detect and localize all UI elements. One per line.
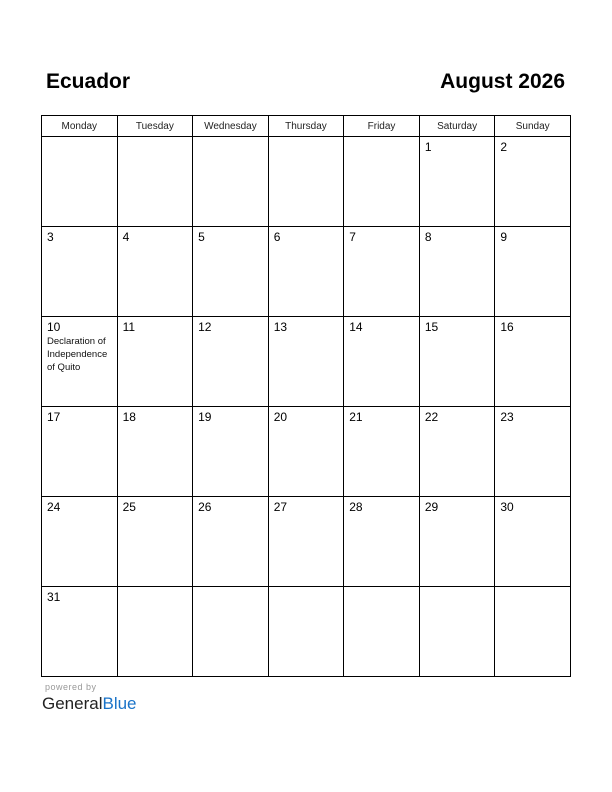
day-cell (193, 317, 269, 407)
day-cell (268, 587, 344, 677)
day-cell (193, 497, 269, 587)
day-cell (419, 587, 495, 677)
day-number: 12 (198, 320, 212, 334)
day-number (269, 137, 344, 141)
day-number (269, 587, 344, 591)
day-number: 18 (122, 410, 136, 424)
day-number (42, 137, 117, 141)
day-cell (193, 407, 269, 497)
powered-by-label: powered by (45, 682, 97, 692)
day-number: 8 (424, 230, 432, 244)
day-number (495, 587, 570, 591)
weekday-saturday: Saturday (419, 116, 495, 137)
weekday-wednesday: Wednesday (193, 116, 269, 137)
day-number: 4 (122, 230, 130, 244)
day-number: 27 (273, 500, 288, 514)
day-cell (42, 497, 118, 587)
day-cell (268, 497, 344, 587)
day-cell (344, 317, 420, 407)
day-cell (117, 227, 193, 317)
day-number: 19 (198, 410, 212, 424)
day-cell (42, 227, 118, 317)
day-cell (495, 137, 571, 227)
day-cell (117, 497, 193, 587)
day-cell (344, 137, 420, 227)
day-number (344, 137, 419, 141)
day-number: 7 (349, 230, 356, 244)
day-number: 5 (198, 230, 205, 244)
day-number (420, 587, 495, 591)
day-cell (344, 407, 420, 497)
week-row (42, 497, 571, 587)
day-cell (117, 407, 193, 497)
day-number: 14 (349, 320, 363, 334)
day-number: 2 (500, 140, 508, 154)
weekday-sunday: Sunday (495, 116, 571, 137)
day-cell (268, 137, 344, 227)
brand-general: General (42, 694, 103, 713)
day-number: 16 (500, 320, 514, 334)
day-cell (193, 137, 269, 227)
weekday-friday: Friday (344, 116, 420, 137)
weekday-thursday: Thursday (268, 116, 344, 137)
week-row (42, 317, 571, 407)
holiday-label: Declaration of Independence of Quito (47, 336, 108, 373)
day-cell (42, 317, 118, 407)
day-number: 20 (273, 410, 288, 424)
day-cell (42, 407, 118, 497)
weekday-monday: Monday (42, 116, 118, 137)
day-number: 13 (273, 320, 288, 334)
day-number (193, 137, 268, 141)
day-cell (117, 137, 193, 227)
day-number: 9 (500, 230, 508, 244)
day-number: 6 (273, 230, 281, 244)
day-cell (344, 587, 420, 677)
day-number (118, 587, 193, 591)
day-number: 15 (424, 320, 439, 334)
day-number: 10 (47, 320, 61, 334)
calendar-grid (41, 115, 571, 677)
day-number: 23 (500, 410, 514, 424)
day-cell (117, 587, 193, 677)
day-number: 3 (47, 230, 54, 244)
day-number (344, 587, 419, 591)
week-row (42, 587, 571, 677)
week-row (42, 227, 571, 317)
day-cell (419, 407, 495, 497)
day-cell (117, 317, 193, 407)
day-cell (419, 227, 495, 317)
country-title: Ecuador (46, 70, 131, 93)
day-number: 21 (349, 410, 363, 424)
day-number: 26 (198, 500, 212, 514)
day-number: 25 (122, 500, 136, 514)
day-number: 24 (47, 500, 61, 514)
day-number (118, 137, 193, 141)
week-row (42, 407, 571, 497)
brand-blue: Blue (102, 694, 137, 713)
weekday-tuesday: Tuesday (117, 116, 193, 137)
day-cell (495, 587, 571, 677)
month-title: August 2026 (440, 70, 565, 93)
day-cell (495, 317, 571, 407)
day-cell (268, 227, 344, 317)
day-cell (495, 407, 571, 497)
day-number: 11 (122, 320, 136, 334)
day-number: 30 (500, 500, 514, 514)
day-cell (193, 587, 269, 677)
day-number: 29 (424, 500, 439, 514)
day-cell (344, 227, 420, 317)
day-cell (268, 407, 344, 497)
day-cell (495, 227, 571, 317)
day-cell (419, 317, 495, 407)
day-number: 31 (47, 590, 61, 604)
day-cell (419, 137, 495, 227)
day-cell (495, 497, 571, 587)
day-number: 28 (349, 500, 363, 514)
day-cell (42, 587, 118, 677)
weekday-header-row (42, 116, 571, 137)
day-number (193, 587, 268, 591)
day-cell (193, 227, 269, 317)
generalblue-logo (42, 694, 137, 714)
day-number: 22 (424, 410, 439, 424)
day-number: 17 (47, 410, 61, 424)
day-cell (42, 137, 118, 227)
day-cell (419, 497, 495, 587)
day-number: 1 (424, 140, 432, 154)
day-cell (268, 317, 344, 407)
week-row (42, 137, 571, 227)
day-cell (344, 497, 420, 587)
